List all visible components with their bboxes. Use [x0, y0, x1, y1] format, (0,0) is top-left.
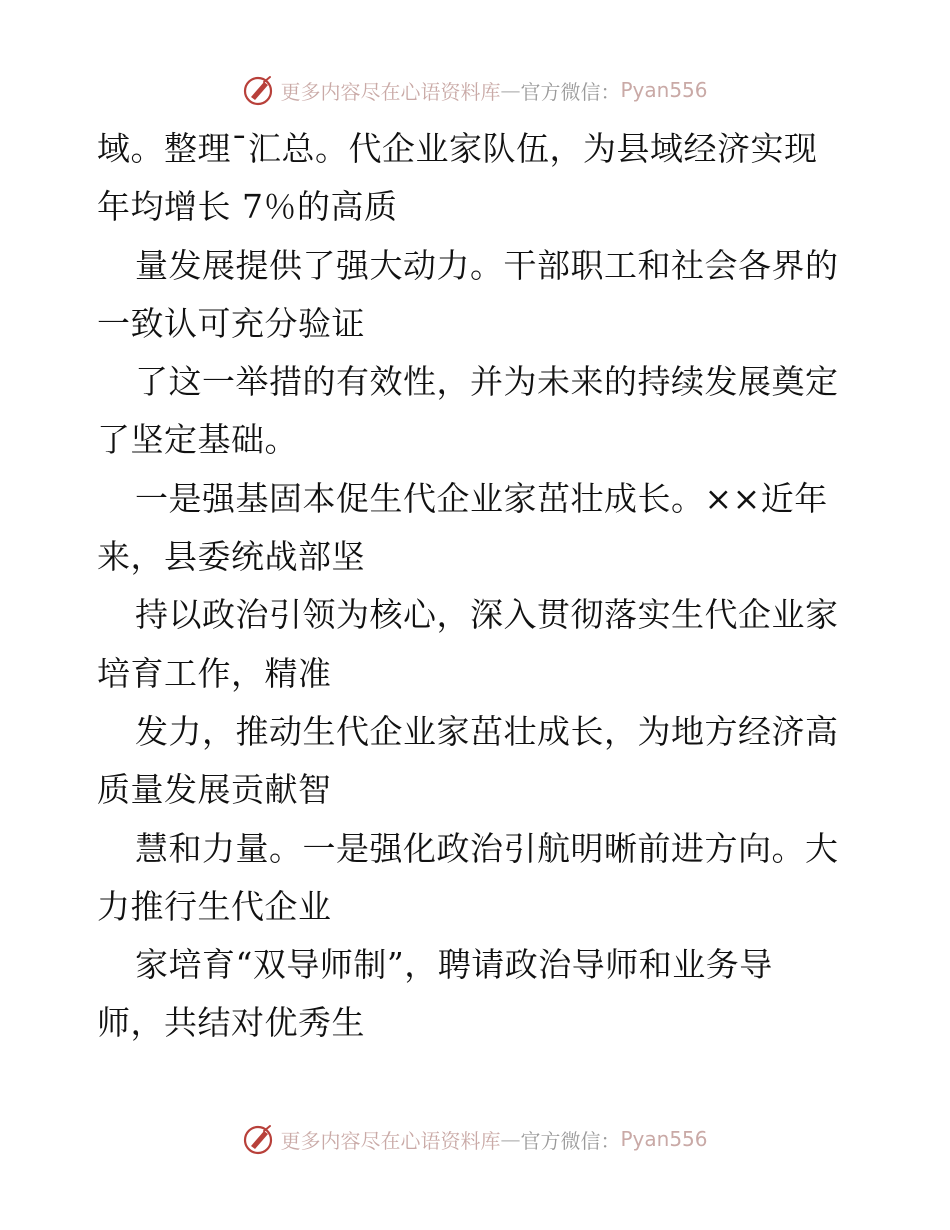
body-text — [97, 120, 857, 1053]
text-line: 了坚定基础。 — [97, 420, 298, 460]
banner-separator: — — [500, 78, 521, 102]
text-line: 域。整理¯汇总。代企业家队伍，为县域经济实现 — [97, 129, 818, 168]
banner-wechat-id: Pyan556 — [620, 1127, 708, 1151]
text-line: 来，县委统战部坚 — [97, 537, 365, 577]
text-line: 慧和力量。一是强化政治引航明晰前进方向。大 — [135, 828, 839, 868]
text-line: 了这一举措的有效性，并为未来的持续发展奠定 — [135, 362, 839, 402]
text-line: 力推行生代企业 — [97, 886, 332, 926]
banner-wechat-id: Pyan556 — [620, 78, 708, 102]
header-watermark-banner — [0, 70, 950, 110]
footer-watermark-banner — [0, 1119, 950, 1159]
text-line: 一致认可充分验证 — [97, 303, 365, 343]
text-line: 培育工作，精准 — [97, 653, 332, 693]
quill-pen-seal-icon — [242, 1122, 276, 1156]
banner-wechat-label: 官方微信： — [520, 79, 621, 104]
text-line: 质量发展贡献智 — [97, 770, 332, 810]
text-line: 家培育“双导师制”，聘请政治导师和业务导 — [135, 945, 773, 985]
text-line: 量发展提供了强大动力。干部职工和社会各界的 — [135, 245, 839, 285]
banner-separator: — — [500, 1127, 521, 1151]
text-line: 发力，推动生代企业家茁壮成长，为地方经济高 — [135, 711, 839, 751]
text-line: 一是强基固本促生代企业家茁壮成长。××近年 — [135, 478, 828, 518]
text-line: 年均增长 7％的高质 — [97, 187, 398, 227]
banner-wechat-label: 官方微信： — [520, 1128, 621, 1153]
quill-pen-seal-icon — [242, 73, 276, 107]
banner-main-text: 更多内容尽在心语资料库 — [280, 1128, 501, 1153]
text-line: 师，共结对优秀生 — [97, 1003, 365, 1043]
text-line: 持以政治引领为核心，深入贯彻落实生代企业家 — [135, 595, 839, 635]
banner-main-text: 更多内容尽在心语资料库 — [280, 79, 501, 104]
